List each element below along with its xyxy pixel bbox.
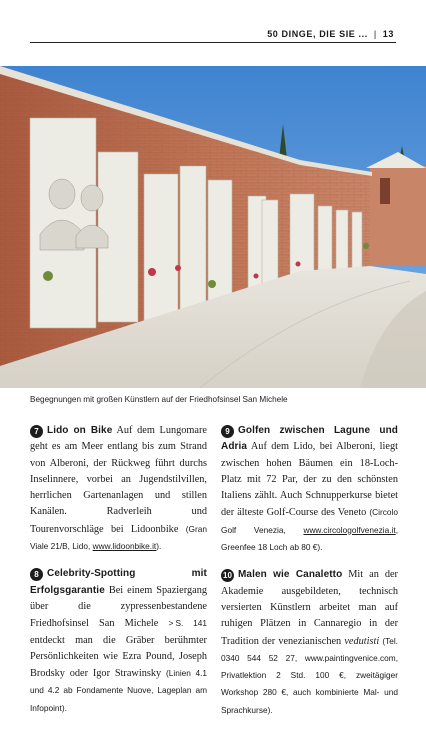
entry-golf [221,423,398,556]
running-header [267,27,394,41]
entry-number-badge: 7 [30,425,43,438]
entry-italic-term: vedutisti [344,635,380,647]
photo-caption: Begegnungen mit großen Künstlern auf der Friedhofsinsel San Michele [30,395,288,404]
page-number: 13 [382,29,394,39]
info-prefix: (Circolo Golf Venezia, [221,507,398,535]
chapel [370,166,426,266]
entry-number-badge: 9 [221,425,234,438]
header-rule [30,42,396,43]
entry-text: Bei einem Spaziergang über die zypressenbestandene Friedhofsinsel San Michele [30,584,207,630]
entry-text: entdeckt man die Gräber berühmter Persönlichkeiten wie Ezra Pound, Joseph Brodsky oder Igor Strawinsky [30,634,207,680]
header-separator: | [373,29,377,39]
left-column [30,423,207,728]
right-column [221,423,398,730]
entry-lido-on-bike [30,423,207,555]
entry-info: (Tel. 0340 544 52 27, www.paintingvenice.com, Privatlektion 2 Std. 100 €, zweitägiger Workshop 280 €, auch kombinierte Mal- und Sprachkurse). [221,635,398,715]
entry-text: Auf dem Lido, bei Alberoni, liegt zwischen hohen Bäumen ein 18-Loch-Platz mit 72 Par, der zu den schönsten Italiens zählt. Auch Schnupperkurse bietet der älteste Golf-Course des Veneto [221,441,398,519]
entry-info: (Linien 4.1 und 4.2 ab Fondamente Nuove, Lageplan am Infopoint). [30,668,207,713]
website-link[interactable]: www.lidoonbike.it [92,541,157,552]
header-section-title: 50 DINGE, DIE SIE ... [267,29,368,39]
entry-celebrity-spotting [30,566,207,717]
entry-canaletto [221,567,398,719]
entry-title: Golfen zwischen Lagune und Adria [221,425,398,453]
cemetery-photo [0,66,426,388]
info-suffix: , Greenfee 18 Loch ab 80 €). [221,524,398,553]
info-suffix: ). [156,541,162,552]
page-reference: S. 141 [175,618,207,629]
entry-text: Auf dem Lungomare geht es am Meer entlang bis zum Strand von Alberoni, der Rückweg führt durchs Inselinnere, vorbei an Jugendstilvillen, herrlichen Gartenanlagen und stillen Kanälen. Radverleih und Tourenvorschläge bei Lidoonbike [30,425,207,535]
entry-number-badge: 8 [30,568,43,581]
website-link[interactable]: www.circologolfvenezia.it [303,524,396,535]
entry-title: Celebrity-Spotting mit Erfolgsgarantie [30,568,207,596]
page-ref-arrow: > [168,618,174,629]
entry-text: Mit an der Akademie ausgebildeten, technisch versierten Künstlern arbeitet man auf ruhigen Plätzen in Cannaregio in der Tradition der venezianischen [221,569,398,647]
entry-title: Malen wie Canaletto [238,569,343,581]
entry-title: Lido on Bike [47,425,113,436]
entry-number-badge: 10 [221,569,234,582]
info-prefix: (Gran Viale 21/B, Lido, [30,523,207,552]
